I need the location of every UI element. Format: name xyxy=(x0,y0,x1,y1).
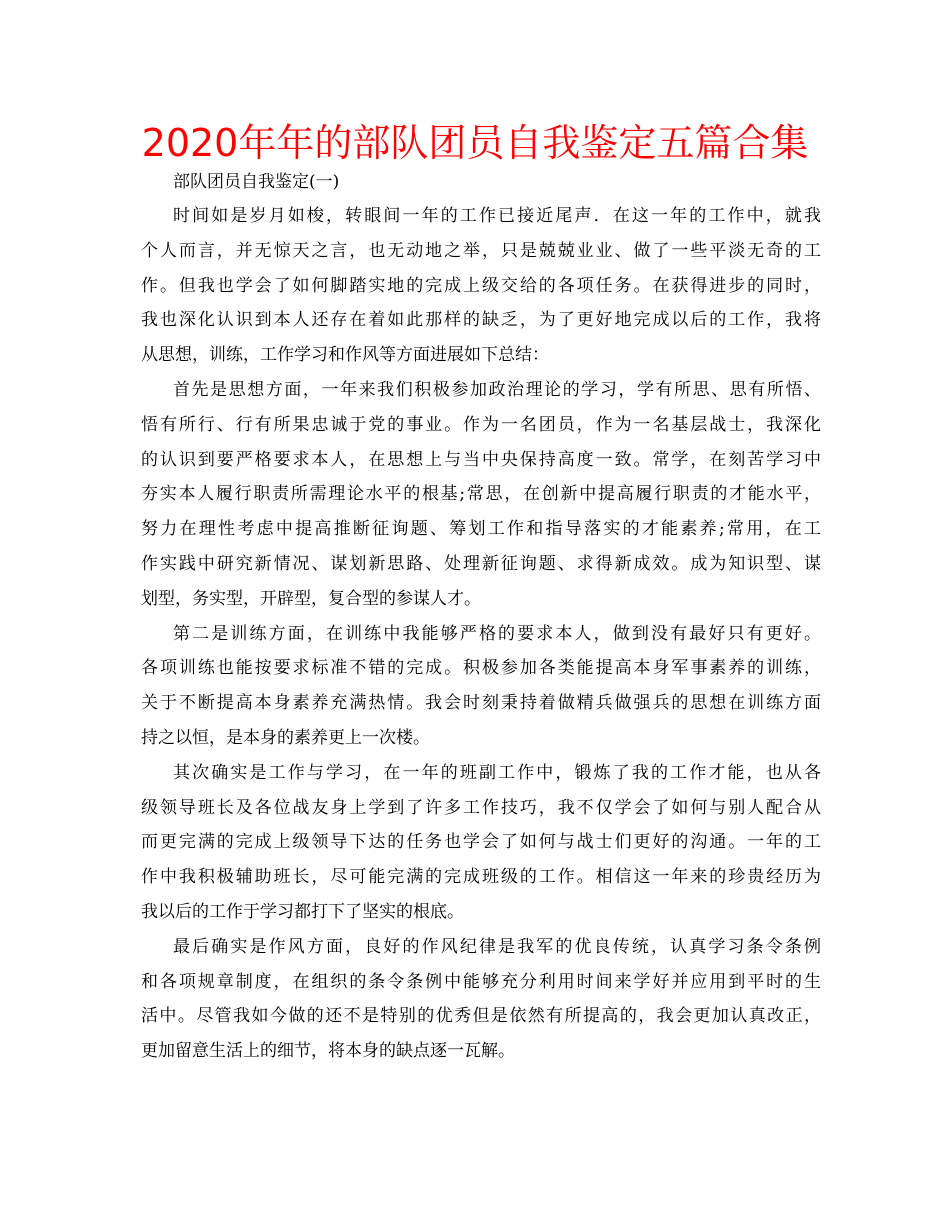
text-line: 作中我积极辅助班长，尽可能完满的完成班级的工作。相信这一年来的珍贵经历为 xyxy=(141,867,821,888)
text-line: 我以后的工作于学习都打下了坚实的根底。 xyxy=(141,901,464,922)
text-line: 个人而言，并无惊天之言，也无动地之举，只是兢兢业业、做了一些平淡无奇的工 xyxy=(141,240,821,261)
text-line: 和各项规章制度，在组织的条令条例中能够充分利用时间来学好并应用到平时的生 xyxy=(141,971,821,992)
text-line: 第二是训练方面，在训练中我能够严格的要求本人，做到没有最好只有更好。 xyxy=(173,623,821,644)
text-line: 最后确实是作风方面，良好的作风纪律是我军的优良传统，认真学习条令条例 xyxy=(173,936,821,957)
text-line: 作。但我也学会了如何脚踏实地的完成上级交给的各项任务。在获得进步的同时， xyxy=(141,275,821,296)
paragraph-5 xyxy=(141,930,821,1069)
text-line: 级领导班长及各位战友身上学到了许多工作技巧，我不仅学会了如何与别人配合从 xyxy=(141,797,821,818)
text-line: 我也深化认识到本人还存在着如此那样的缺乏，为了更好地完成以后的工作，我将 xyxy=(141,310,821,331)
text-line: 夯实本人履行职责所需理论水平的根基;常思，在创新中提高履行职责的才能水平， xyxy=(141,484,821,505)
paragraph-4 xyxy=(141,756,821,930)
text-line: 从思想，训练，工作学习和作风等方面进展如下总结： xyxy=(141,345,549,366)
section-heading: 部队团员自我鉴定(一) xyxy=(173,172,340,192)
text-line: 其次确实是工作与学习，在一年的班副工作中，锻炼了我的工作才能，也从各 xyxy=(173,762,821,783)
text-line: 更加留意生活上的细节，将本身的缺点逐一瓦解。 xyxy=(141,1041,515,1062)
paragraph-2 xyxy=(141,373,821,617)
document-title: 2020年年的部队团员自我鉴定五篇合集 xyxy=(141,121,809,165)
text-line: 的认识到要严格要求本人，在思想上与当中央保持高度一致。常学，在刻苦学习中 xyxy=(141,449,821,470)
text-line: 而更完满的完成上级领导下达的任务也学会了如何与战士们更好的沟通。一年的工 xyxy=(141,832,821,853)
text-line: 活中。尽管我如今做的还不是特别的优秀但是依然有所提高的，我会更加认真改正， xyxy=(141,1006,821,1027)
text-line: 划型，务实型，开辟型，复合型的参谋人才。 xyxy=(141,588,481,609)
text-line: 关于不断提高本身素养充满热情。我会时刻秉持着做精兵做强兵的思想在训练方面 xyxy=(141,693,821,714)
text-line: 持之以恒，是本身的素养更上一次楼。 xyxy=(141,727,430,748)
document-body xyxy=(141,165,821,1069)
text-line: 努力在理性考虑中提高推断征询题、筹划工作和指导落实的才能素养;常用，在工 xyxy=(141,519,821,540)
text-line: 各项训练也能按要求标准不错的完成。积极参加各类能提高本身军事素养的训练， xyxy=(141,658,821,679)
text-line: 悟有所行、行有所果忠诚于党的事业。作为一名团员，作为一名基层战士，我深化 xyxy=(141,414,821,435)
paragraph-1 xyxy=(141,199,821,373)
text-line: 首先是思想方面，一年来我们积极参加政治理论的学习，学有所思、思有所悟、 xyxy=(173,379,821,400)
text-line: 时间如是岁月如梭，转眼间一年的工作已接近尾声．在这一年的工作中，就我 xyxy=(173,206,821,226)
paragraph-3 xyxy=(141,617,821,756)
text-line: 作实践中研究新情况、谋划新思路、处理新征询题、求得新成效。成为知识型、谋 xyxy=(141,553,821,574)
